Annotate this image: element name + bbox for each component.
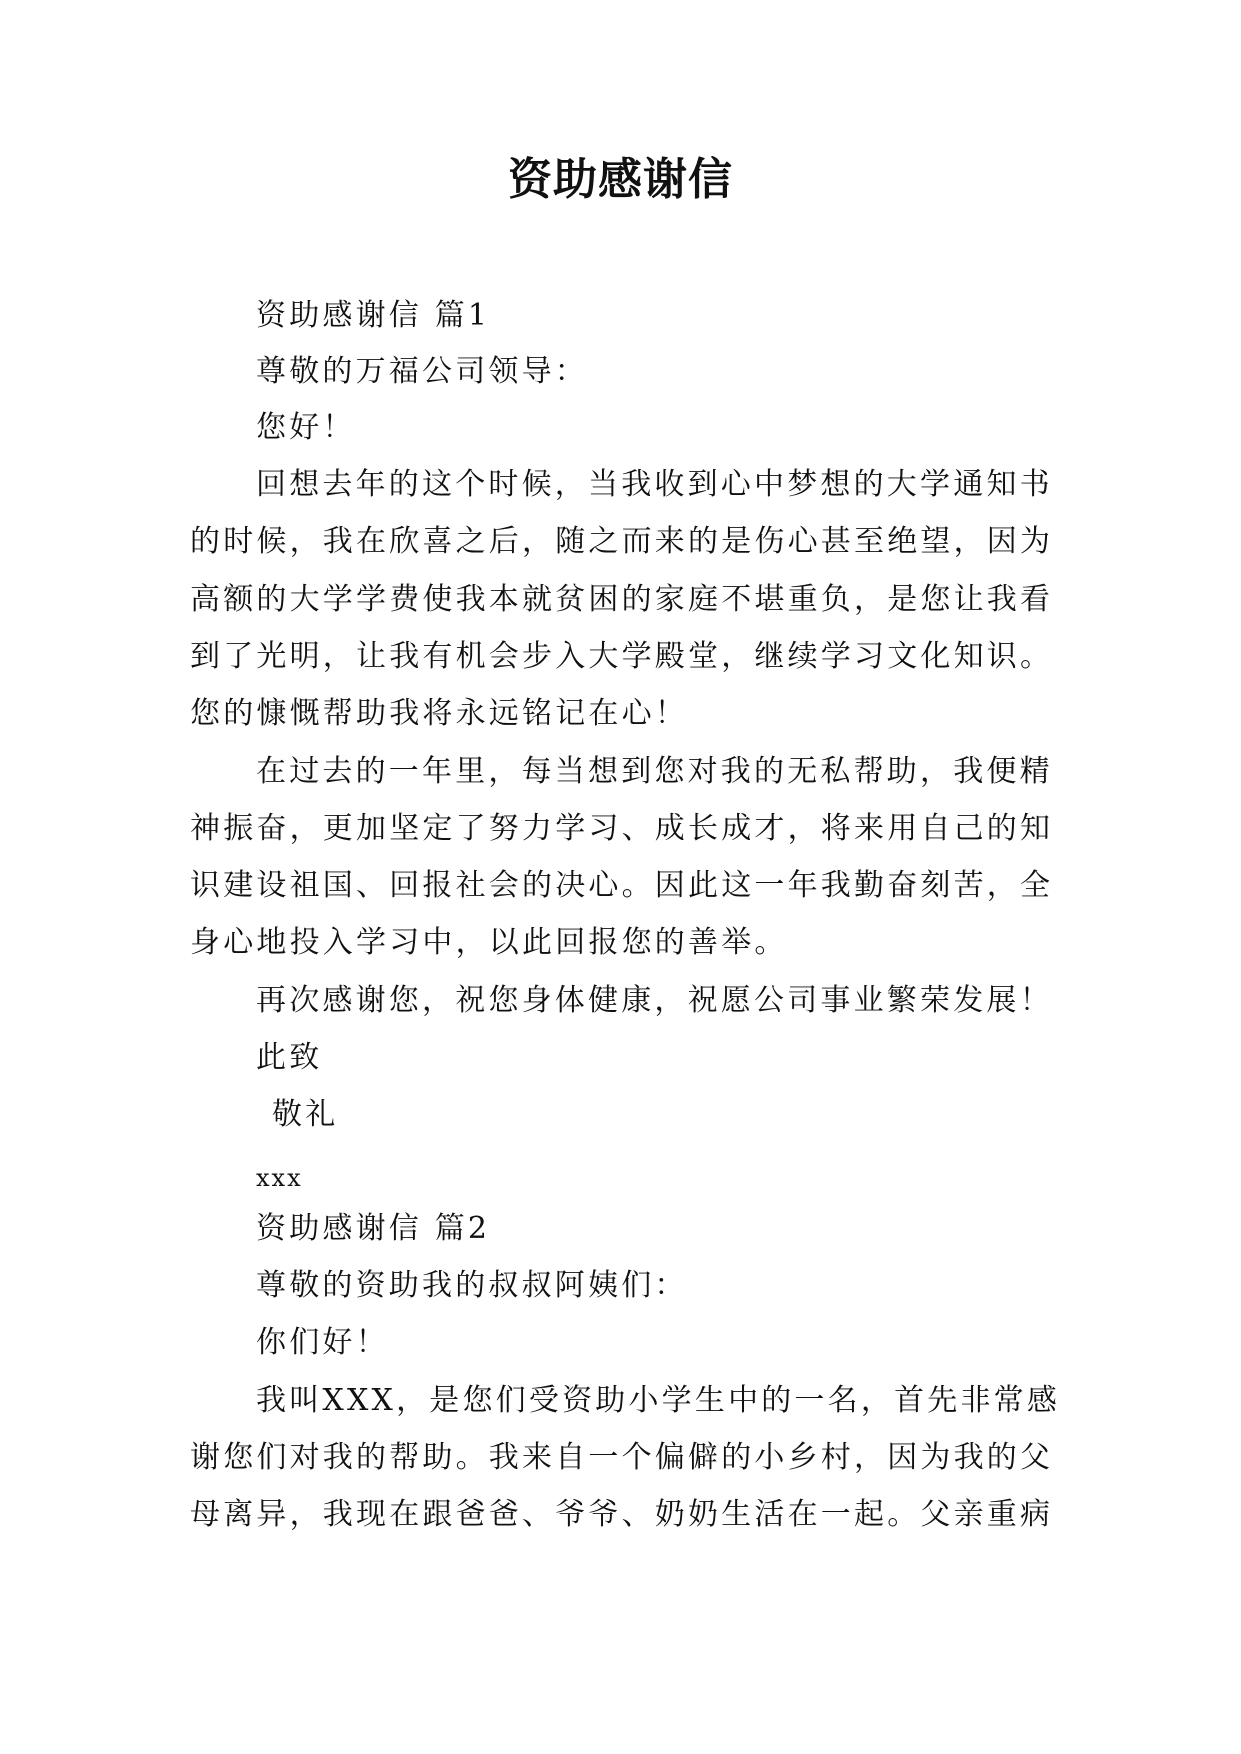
signature: xxx — [256, 1164, 303, 1192]
paragraph-line: 的时候，我在欣喜之后，随之而来的是伤心甚至绝望，因为 — [190, 524, 1054, 559]
section-heading-2: 资助感谢信 篇2 — [256, 1211, 491, 1246]
paragraph-line: 我叫XXX，是您们受资助小学生中的一名，首先非常感 — [256, 1383, 1061, 1418]
paragraph-line: 回想去年的这个时候，当我收到心中梦想的大学通知书 — [256, 467, 1053, 502]
paragraph-line: 您的慷慨帮助我将永远铭记在心！ — [190, 696, 688, 731]
salutation-1: 尊敬的万福公司领导： — [256, 354, 588, 389]
closing-line: 此致 — [256, 1040, 323, 1075]
section-heading-1: 资助感谢信 篇1 — [256, 298, 491, 333]
paragraph-line: 谢您们对我的帮助。我来自一个偏僻的小乡村，因为我的父 — [190, 1440, 1054, 1475]
paragraph-line: 高额的大学学费使我本就贫困的家庭不堪重负，是您让我看 — [190, 582, 1054, 617]
paragraph-line: 母离异，我现在跟爸爸、爷爷、奶奶生活在一起。父亲重病 — [190, 1497, 1054, 1532]
paragraph-line: 识建设祖国、回报社会的决心。因此这一年我勤奋刻苦，全 — [190, 868, 1054, 903]
greeting-1: 您好！ — [256, 410, 356, 445]
paragraph-line: 神振奋，更加坚定了努力学习、成长成才，将来用自己的知 — [190, 811, 1054, 846]
paragraph-line: 在过去的一年里，每当想到您对我的无私帮助，我便精 — [256, 754, 1053, 789]
paragraph-line: 身心地投入学习中，以此回报您的善举。 — [190, 925, 788, 960]
paragraph-line: 再次感谢您，祝您身体健康，祝愿公司事业繁荣发展！ — [256, 983, 1053, 1018]
salutation-2: 尊敬的资助我的叔叔阿姨们： — [256, 1268, 688, 1303]
greeting-2: 你们好！ — [256, 1325, 389, 1360]
paragraph-line: 到了光明，让我有机会步入大学殿堂，继续学习文化知识。 — [190, 639, 1054, 674]
document-title: 资助感谢信 — [508, 154, 733, 205]
closing-regards: 敬礼 — [272, 1097, 339, 1132]
